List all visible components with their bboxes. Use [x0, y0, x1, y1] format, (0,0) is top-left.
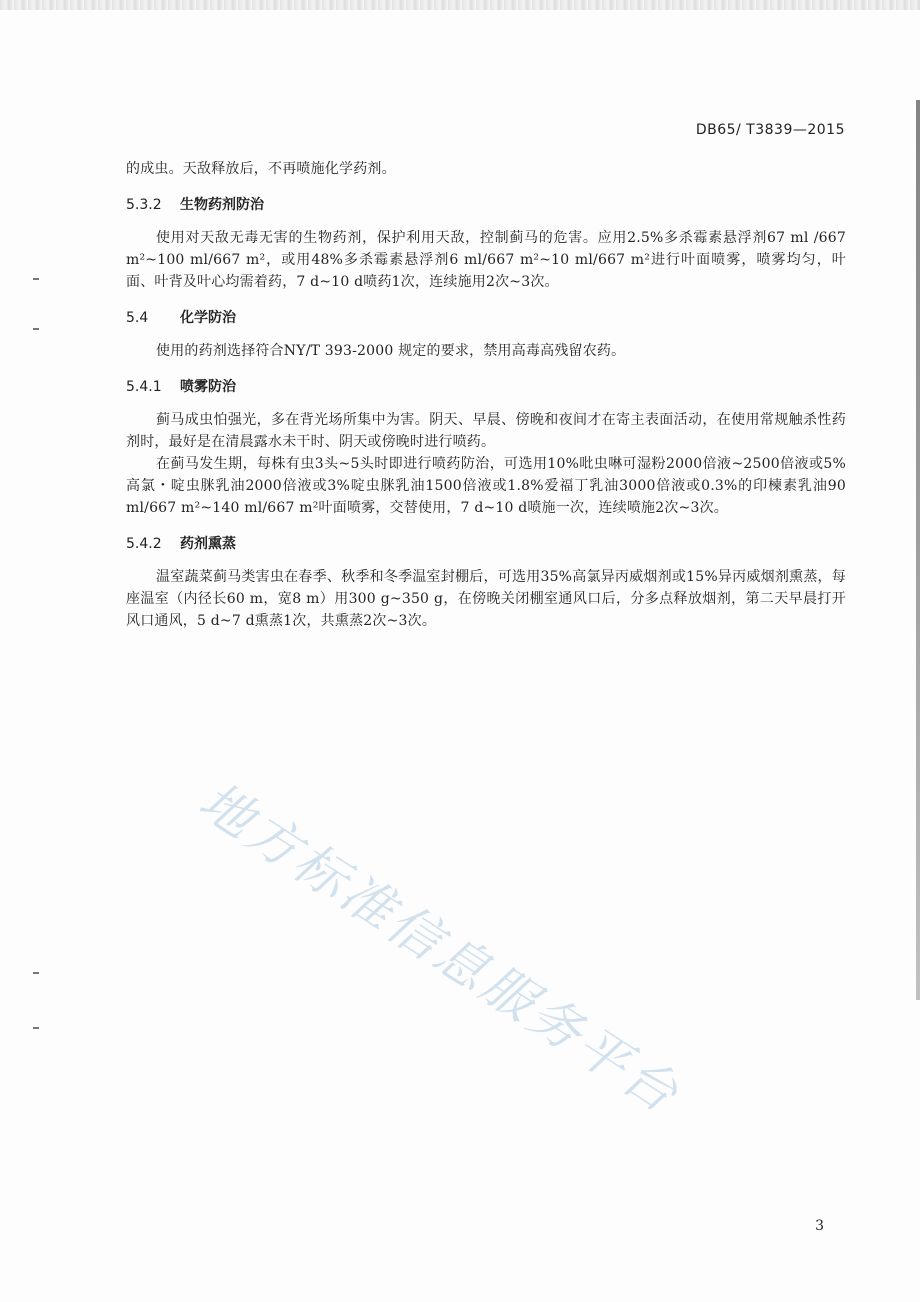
- document-code: DB65/ T3839—2015: [695, 122, 845, 138]
- section-number: 5.4: [126, 310, 149, 326]
- section-heading-5-4-2: [126, 533, 846, 555]
- section-heading-5-3-2: [126, 194, 846, 216]
- paragraph: 蓟马成虫怕强光，多在背光场所集中为害。阴天、早晨、傍晚和夜间才在寄主表面活动，在使用常规触杀性药剂时，最好是在清晨露水未干时、阴天或傍晚时进行喷药。: [126, 412, 846, 450]
- paragraph: 的成虫。天敌释放后，不再喷施化学药剂。: [126, 161, 396, 177]
- section-number: 5.3.2: [126, 197, 162, 213]
- page-number: 3: [815, 1218, 824, 1234]
- paragraph: 在蓟马发生期，每株有虫3头~5头时即进行喷药防治，可选用10%吡虫啉可湿粉2000倍液~2500倍液或5%高氯・啶虫脒乳油2000倍液或3%啶虫脒乳油1500倍液或1.8%爱福丁乳油3000倍液或0.3%的印楝素乳油90 ml/667 m²~140 ml/667 m²叶面喷雾，交替使用，7 d~10 d喷施一次，连续喷施2次~3次。: [126, 456, 846, 516]
- section-title: 喷雾防治: [180, 379, 236, 395]
- section-number: 5.4.2: [126, 536, 162, 552]
- section-title: 化学防治: [180, 310, 236, 326]
- scan-mark: [33, 1027, 39, 1029]
- section-title: 生物药剂防治: [180, 197, 264, 213]
- section-heading-5-4-1: [126, 376, 846, 398]
- watermark: 地方标准信息服务平台: [188, 770, 691, 1127]
- scan-mark: [33, 328, 39, 330]
- scan-artifact-strip: [0, 0, 920, 10]
- document-body: [126, 158, 846, 632]
- paragraph: 使用对天敌无毒无害的生物药剂，保护利用天敌，控制蓟马的危害。应用2.5%多杀霉素悬浮剂67 ml /667 m²~100 ml/667 m²，或用48%多杀霉素悬浮剂6 ml/667 m²~10 ml/667 m²进行叶面喷雾，喷雾均匀，叶面、叶背及叶心均需着药，7 d~10 d喷药1次，连续施用2次~3次。: [126, 230, 846, 290]
- scan-edge-shadow: [916, 100, 920, 1000]
- section-title: 药剂熏蒸: [180, 536, 236, 552]
- section-heading-5-4: [126, 307, 846, 329]
- paragraph: 使用的药剂选择符合NY/T 393-2000 规定的要求，禁用高毒高残留农药。: [156, 343, 626, 359]
- scan-mark: [33, 278, 39, 280]
- section-number: 5.4.1: [126, 379, 162, 395]
- scan-mark: [33, 972, 39, 974]
- paragraph: 温室蔬菜蓟马类害虫在春季、秋季和冬季温室封棚后，可选用35%高氯异丙威烟剂或15%异丙威烟剂熏蒸，每座温室（内径长60 m，宽8 m）用300 g~350 g，在傍晚关闭棚室通风口后，分多点释放烟剂，第二天早晨打开风口通风，5 d~7 d熏蒸1次，共熏蒸2次~3次。: [126, 569, 846, 629]
